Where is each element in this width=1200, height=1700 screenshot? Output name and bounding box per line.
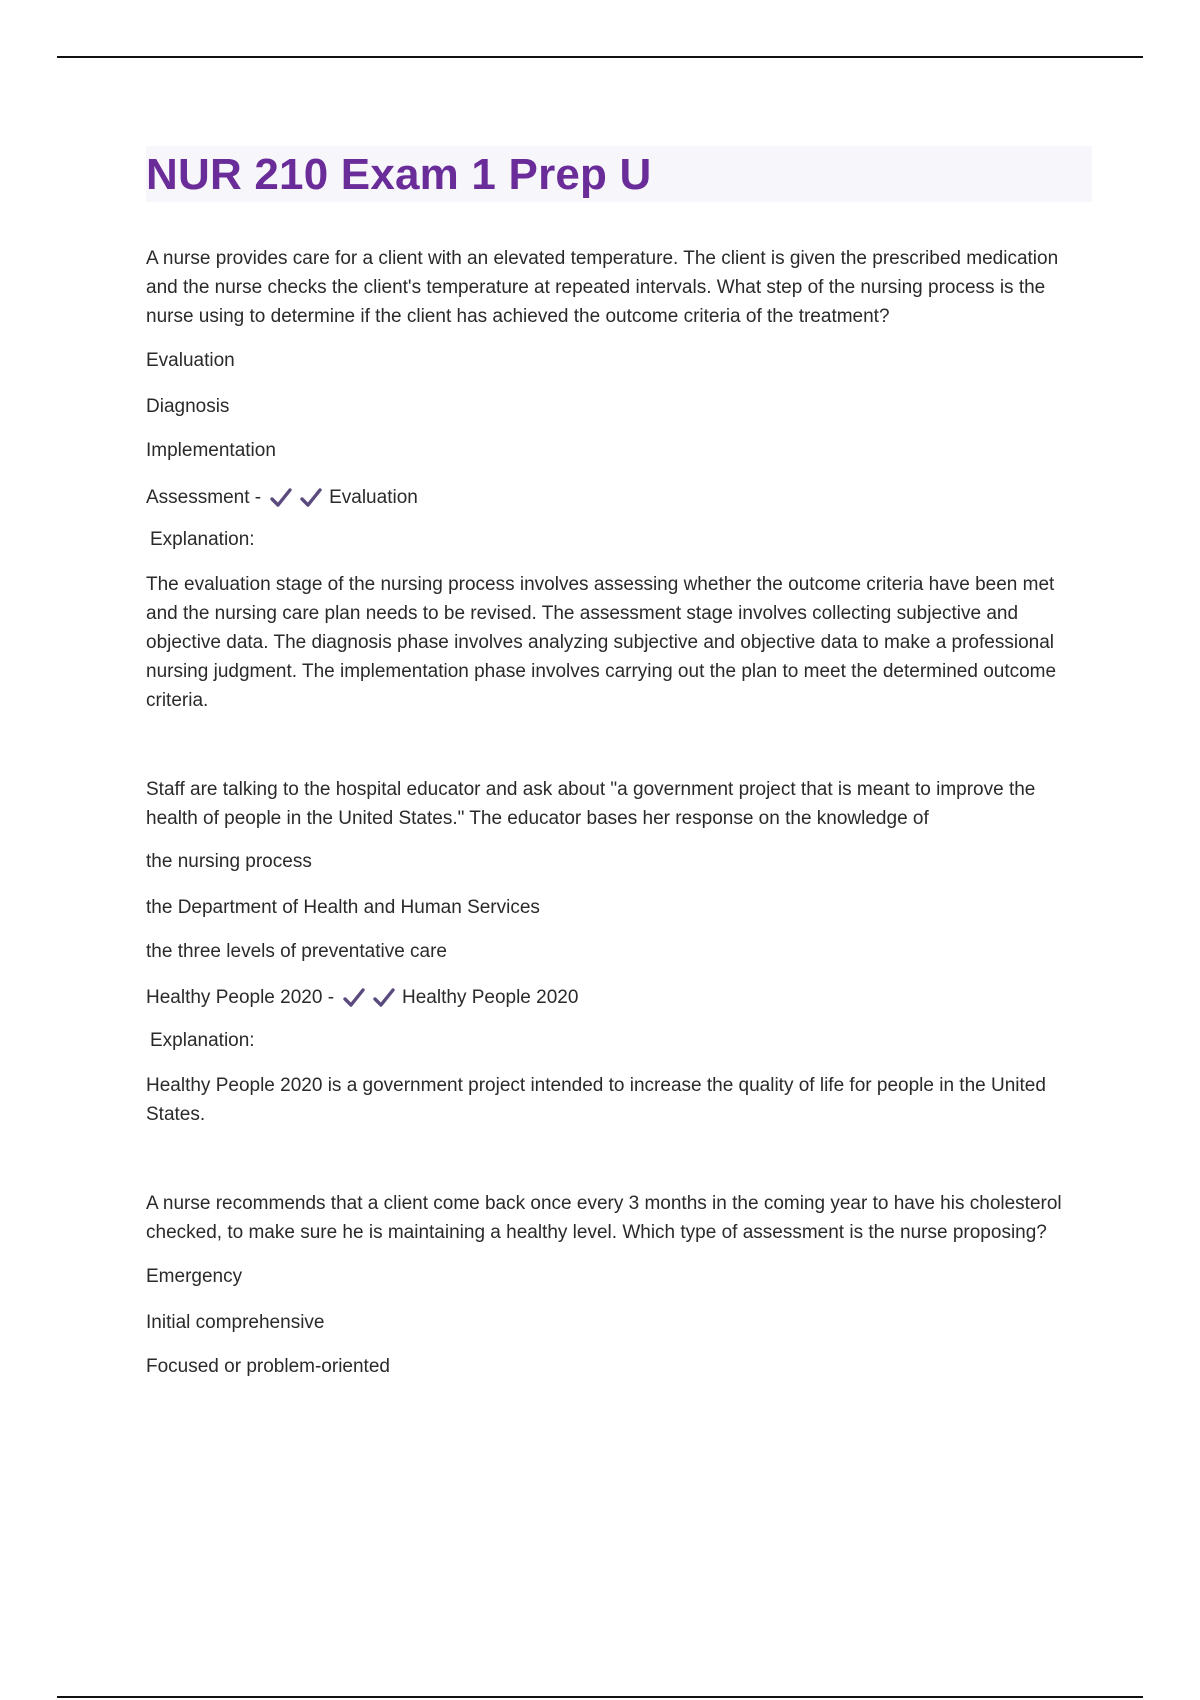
answer-option: Initial comprehensive xyxy=(146,1312,325,1333)
answer-option: Focused or problem-oriented xyxy=(146,1356,390,1377)
correct-answer: Evaluation xyxy=(329,487,418,508)
explanation-label: Explanation: xyxy=(150,529,255,550)
explanation-text: Healthy People 2020 is a government project intended to increase the quality of life for people in the United States. xyxy=(146,1075,1046,1125)
answer-prefix: Healthy People 2020 - xyxy=(146,987,335,1008)
checkmark-icon xyxy=(299,486,323,510)
explanation-label: Explanation: xyxy=(150,1030,255,1051)
answer-prefix: Assessment - xyxy=(146,487,262,508)
answer-option: Diagnosis xyxy=(146,396,230,417)
answer-option: the three levels of preventative care xyxy=(146,941,448,962)
answer-option: Emergency xyxy=(146,1266,243,1287)
correct-answer: Healthy People 2020 xyxy=(402,987,579,1008)
checkmark-icon xyxy=(372,986,396,1010)
document-body xyxy=(146,146,1092,1381)
answer-option: Implementation xyxy=(146,440,276,461)
page-title: NUR 210 Exam 1 Prep U xyxy=(146,149,652,199)
top-rule xyxy=(57,56,1143,58)
checkmark-icon xyxy=(342,986,366,1010)
checkmark-icon xyxy=(269,486,293,510)
answer-option: the nursing process xyxy=(146,851,312,872)
title-bar xyxy=(146,146,1092,202)
question-text: A nurse recommends that a client come back once every 3 months in the coming year to have his cholesterol checked, to make sure he is maintaining a healthy level. Which type of assessment is the nurse proposing? xyxy=(146,1193,1062,1243)
question-text: A nurse provides care for a client with an elevated temperature. The client is given the prescribed medication and the nurse checks the client's temperature at repeated intervals. What step of the nursing process is the nurse using to determine if the client has achieved the outcome criteria of the treatment? xyxy=(146,248,1059,327)
correct-answer-line xyxy=(146,483,1092,512)
question-text: Staff are talking to the hospital educator and ask about "a government project that is meant to improve the health of people in the United States." The educator bases her response on the knowledge of xyxy=(146,779,1036,829)
explanation-text: The evaluation stage of the nursing process involves assessing whether the outcome criteria have been met and the nursing care plan needs to be revised. The assessment stage involves collecting subjective and objective data. The diagnosis phase involves analyzing subjective and objective data to make a professional nursing judgment. The implementation phase involves carrying out the plan to meet the determined outcome criteria. xyxy=(146,574,1057,711)
bottom-rule xyxy=(57,1696,1143,1698)
answer-option: Evaluation xyxy=(146,350,235,371)
answer-option: the Department of Health and Human Services xyxy=(146,897,540,918)
correct-answer-line xyxy=(146,983,1092,1012)
